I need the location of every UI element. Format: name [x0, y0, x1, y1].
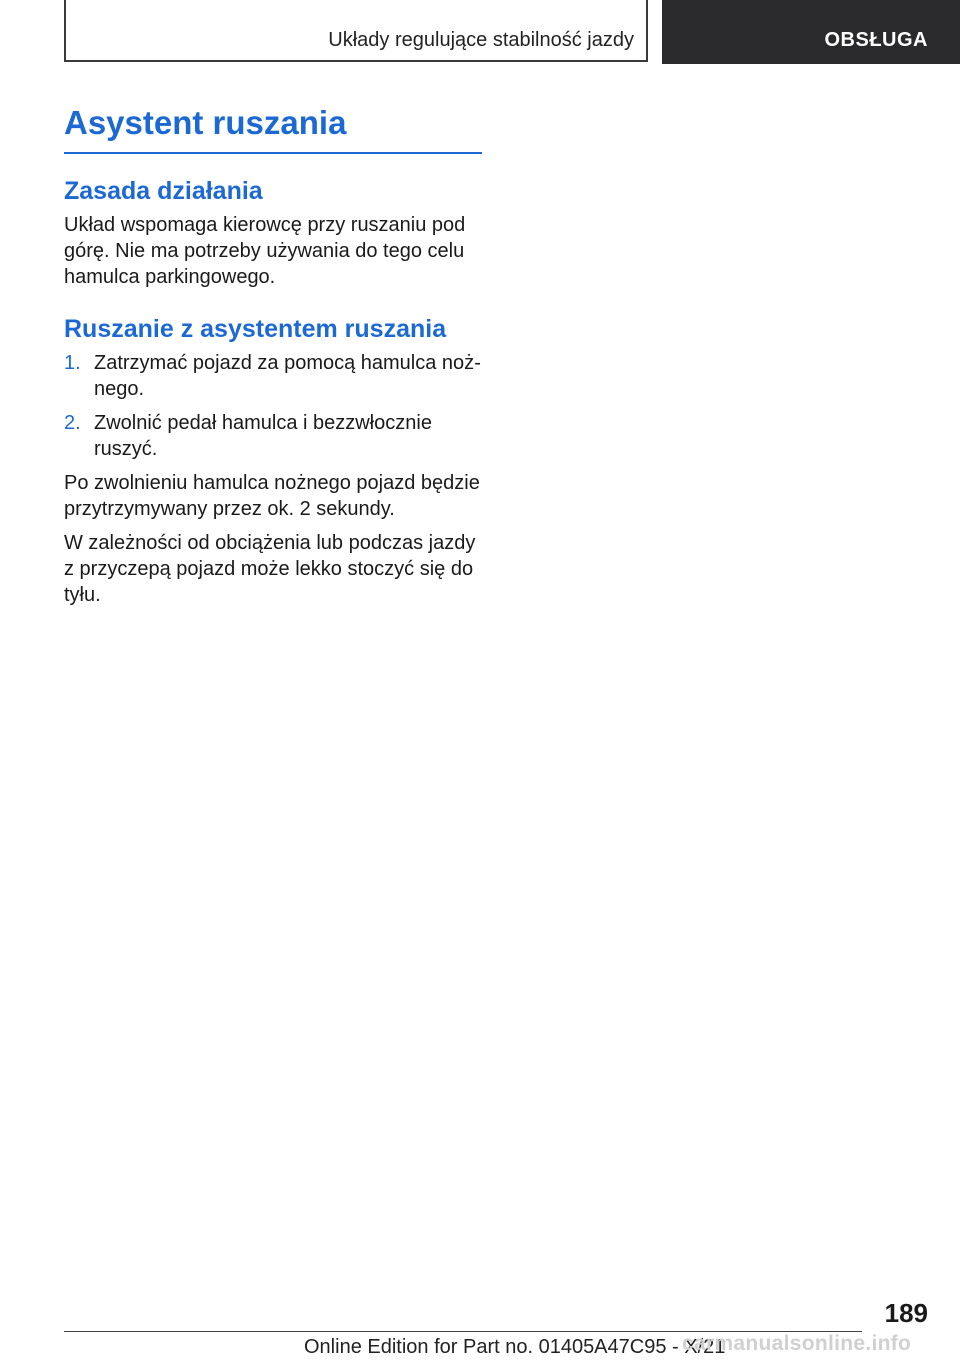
header-section-box [64, 0, 648, 62]
step-text: Zatrzymać pojazd za pomocą hamulca nożnego. [94, 352, 481, 400]
footer-watermark: carmanualsonline.info [682, 1332, 912, 1355]
header-chapter-box [662, 0, 960, 64]
page-title: Asystent ruszania [64, 100, 482, 154]
section-paragraph-roll: W zależności od obciążenia lub podczas jazdy z przyczepą pojazd może lekko stoczyć się do tyłu. [64, 532, 476, 606]
step-number: 2. [64, 412, 81, 434]
section-heading-start: Ruszanie z asystentem ruszania [64, 315, 447, 343]
page-number: 189 [884, 1298, 928, 1328]
page-content [64, 100, 482, 608]
header-chapter-title: OBSŁUGA [824, 29, 928, 51]
section-paragraph-hold: Po zwolnieniu hamulca nożnego pojazd będzie przytrzymywany przez ok. 2 sekundy. [64, 472, 480, 520]
header-section-title: Układy regulujące stabilność jazdy [328, 29, 634, 51]
footer-edition: Online Edition for Part no. 01405A47C95 - X/21 [304, 1336, 726, 1358]
steps-list [64, 350, 482, 462]
step-text: Zwolnić pedał hamulca i bezzwłocznie ruszyć. [94, 412, 432, 460]
step-item [64, 350, 482, 402]
section-paragraph-principle: Układ wspomaga kierowcę przy ruszaniu pod górę. Nie ma potrzeby używania do tego celu hamulca parkingowego. [64, 214, 466, 288]
step-number: 1. [64, 352, 81, 374]
section-heading-principle: Zasada działania [64, 177, 263, 205]
step-item [64, 410, 482, 462]
